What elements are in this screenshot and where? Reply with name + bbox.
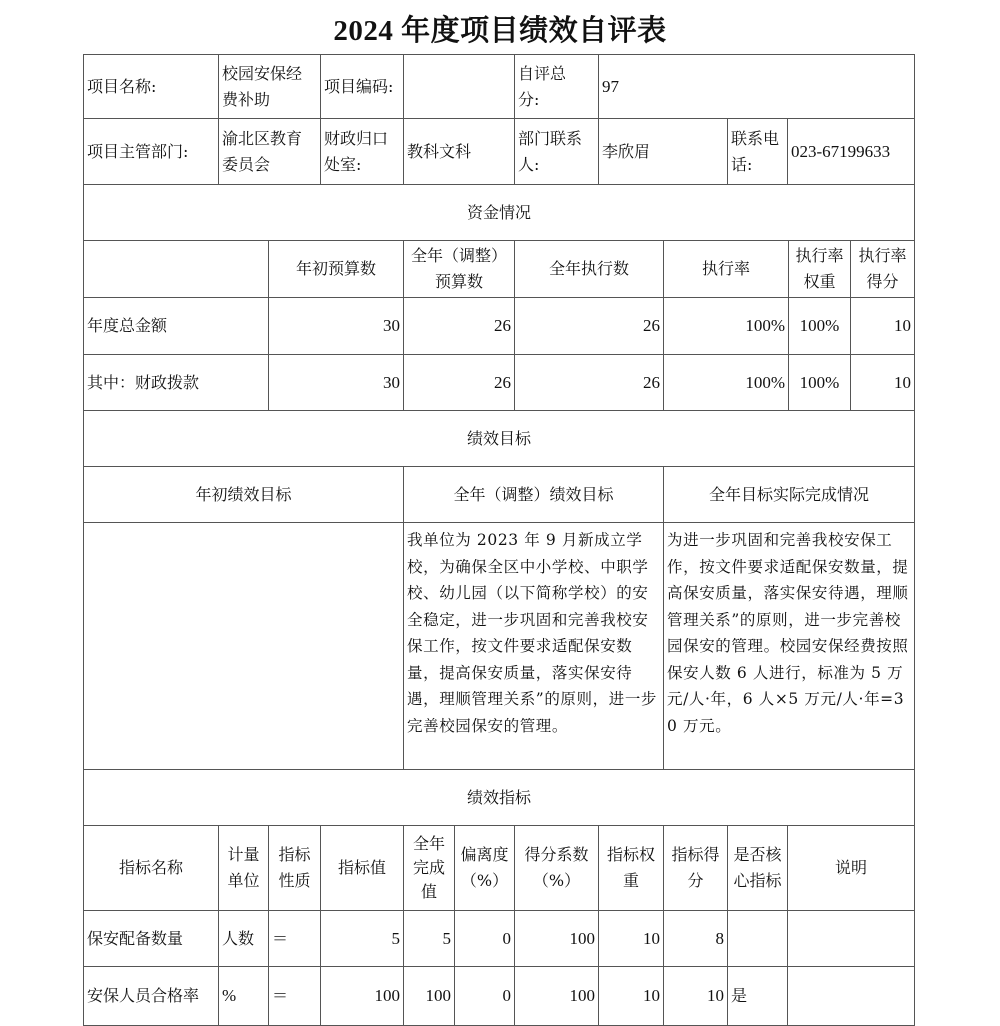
indicator-coefficient: 100 xyxy=(514,910,599,967)
indicator-deviation: 0 xyxy=(454,966,515,1026)
indicators-header-actual: 全年完成值 xyxy=(403,825,455,911)
goals-header-adjusted: 全年（调整）绩效目标 xyxy=(403,466,664,523)
indicator-weight: 10 xyxy=(598,910,664,967)
goals-section-title: 绩效目标 xyxy=(83,410,915,467)
funds-header-initial-budget: 年初预算数 xyxy=(268,240,404,298)
funds-row-weight: 100% xyxy=(788,297,851,355)
indicators-header-unit: 计量单位 xyxy=(218,825,269,911)
funds-row-initial-budget: 30 xyxy=(268,354,404,411)
funds-header-blank xyxy=(83,240,269,298)
funds-row-rate: 100% xyxy=(663,297,789,355)
dept-value: 渝北区教育委员会 xyxy=(218,118,321,185)
funds-row-initial-budget: 30 xyxy=(268,297,404,355)
project-code-value xyxy=(403,54,515,119)
indicator-actual: 5 xyxy=(403,910,455,967)
indicator-nature: ＝ xyxy=(268,910,321,967)
indicator-score: 10 xyxy=(663,966,728,1026)
indicators-header-core: 是否核心指标 xyxy=(727,825,788,911)
funds-row-label: 年度总金额 xyxy=(83,297,269,355)
indicators-header-score: 指标得分 xyxy=(663,825,728,911)
funds-row-score: 10 xyxy=(850,354,915,411)
funds-row-score: 10 xyxy=(850,297,915,355)
funds-section-title: 资金情况 xyxy=(83,184,915,241)
contact-label: 部门联系人: xyxy=(514,118,599,185)
funds-row-executed: 26 xyxy=(514,297,664,355)
page-title: 2024 年度项目绩效自评表 xyxy=(333,15,667,47)
goals-header-initial: 年初绩效目标 xyxy=(83,466,404,523)
dept-label: 项目主管部门: xyxy=(83,118,219,185)
indicator-target: 100 xyxy=(320,966,404,1026)
finance-office-label: 财政归口处室: xyxy=(320,118,404,185)
indicator-unit: % xyxy=(218,966,269,1026)
funds-header-executed: 全年执行数 xyxy=(514,240,664,298)
funds-row-weight: 100% xyxy=(788,354,851,411)
indicators-header-weight: 指标权重 xyxy=(598,825,664,911)
indicator-weight: 10 xyxy=(598,966,664,1026)
contact-value: 李欣眉 xyxy=(598,118,728,185)
indicator-name: 保安配备数量 xyxy=(83,910,219,967)
indicator-note xyxy=(787,910,915,967)
indicator-score: 8 xyxy=(663,910,728,967)
indicators-header-coefficient: 得分系数（%） xyxy=(514,825,599,911)
indicator-core: 是 xyxy=(727,966,788,1026)
indicators-header-note: 说明 xyxy=(787,825,915,911)
indicator-deviation: 0 xyxy=(454,910,515,967)
funds-header-rate: 执行率 xyxy=(663,240,789,298)
funds-row-adjusted-budget: 26 xyxy=(403,354,515,411)
funds-header-adjusted-budget: 全年（调整）预算数 xyxy=(403,240,515,298)
funds-row-label: 其中：财政拨款 xyxy=(83,354,269,411)
phone-value: 023-67199633 xyxy=(787,118,915,185)
indicators-header-deviation: 偏离度（%） xyxy=(454,825,515,911)
project-name-label: 项目名称: xyxy=(83,54,219,119)
funds-row-adjusted-budget: 26 xyxy=(403,297,515,355)
goals-adjusted-text: 我单位为 2023 年 9 月新成立学校，为确保全区中小学校、中职学校、幼儿园（以下简称学校）的安全稳定，进一步巩固和完善我校安保工作，按文件要求适配保安数量，提高保安质量，落实保安待遇，理顺管理关系”的原则，进一步完善校园保安的管理。 xyxy=(403,522,664,770)
goals-actual-text: 为进一步巩固和完善我校安保工作，按文件要求适配保安数量，提高保安质量，落实保安待遇，理顺管理关系”的原则，进一步完善校园保安的管理。校园安保经费按照保安人数 6 人进行，标准为 5 万元/人·年，6 人×5 万元/人·年=30 万元。 xyxy=(663,522,915,770)
indicator-name: 安保人员合格率 xyxy=(83,966,219,1026)
indicators-header-nature: 指标性质 xyxy=(268,825,321,911)
self-score-value: 97 xyxy=(598,54,915,119)
indicators-section-title: 绩效指标 xyxy=(83,769,915,826)
indicator-target: 5 xyxy=(320,910,404,967)
funds-header-score: 执行率得分 xyxy=(850,240,915,298)
funds-row-executed: 26 xyxy=(514,354,664,411)
goals-header-actual: 全年目标实际完成情况 xyxy=(663,466,915,523)
indicator-actual: 100 xyxy=(403,966,455,1026)
indicator-nature: ＝ xyxy=(268,966,321,1026)
self-score-label: 自评总分: xyxy=(514,54,599,119)
indicators-header-target: 指标值 xyxy=(320,825,404,911)
indicators-header-name: 指标名称 xyxy=(83,825,219,911)
indicator-core xyxy=(727,910,788,967)
indicator-coefficient: 100 xyxy=(514,966,599,1026)
funds-row-rate: 100% xyxy=(663,354,789,411)
funds-header-weight: 执行率权重 xyxy=(788,240,851,298)
finance-office-value: 教科文科 xyxy=(403,118,515,185)
project-code-label: 项目编码: xyxy=(320,54,404,119)
goals-initial-text xyxy=(83,522,404,770)
phone-label: 联系电话: xyxy=(727,118,788,185)
indicator-note xyxy=(787,966,915,1026)
indicator-unit: 人数 xyxy=(218,910,269,967)
project-name-value: 校园安保经费补助 xyxy=(218,54,321,119)
